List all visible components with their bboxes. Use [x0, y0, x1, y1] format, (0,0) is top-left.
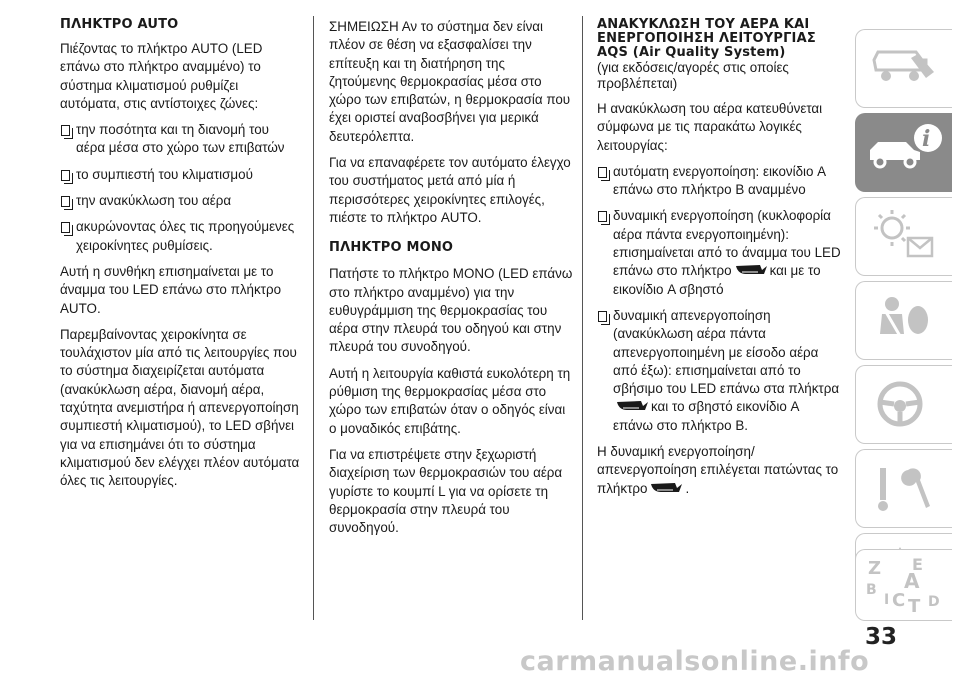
- list-item: [597, 163, 842, 200]
- alphabetical-index-tab-icon: [856, 550, 953, 622]
- maintenance-tab-icon: [856, 450, 953, 529]
- checkbox-bullet-icon: [61, 125, 70, 136]
- paragraph: Αυτή η λειτουργία καθιστά ευκολότερη τη ρύθμιση της θερμοκρασίας μέσα στο χώρο των επιβατών όταν ο οδηγός είναι ο μοναδικός επιβάτης.: [329, 365, 571, 436]
- checkbox-bullet-icon: [61, 196, 70, 207]
- svg-text:i: i: [922, 126, 931, 152]
- list-item-text: το συμπιεστή του κλιματισμού: [76, 166, 253, 182]
- list-item-text: και το σβηστό εικονίδιο A επάνω στο πλήκτρο B.: [613, 399, 799, 433]
- section-heading-recirculation: ΑΝΑΚΥΚΛΩΣΗ ΤΟΥ ΑΕΡΑ ΚΑΙ ΕΝΕΡΓΟΠΟΙΗΣΗ ΛΕΙΤΟΥΡΓΙΑΣ AQS (Air Quality System): [597, 17, 816, 60]
- tab-dashboard[interactable]: [855, 29, 952, 108]
- air-recirculation-button-icon: [615, 399, 649, 413]
- tab-warning-lights[interactable]: [855, 197, 952, 276]
- tab-maintenance[interactable]: [855, 449, 952, 528]
- list-item-text: την ποσότητα και τη διανομή του αέρα μέσα στο χώρο των επιβατών: [76, 122, 285, 156]
- checkbox-bullet-icon: [598, 167, 607, 178]
- list-item-text: ακυρώνοντας όλες τις προηγούμενες χειροκίνητες ρυθμίσεις.: [76, 219, 295, 253]
- list-item: [597, 307, 842, 435]
- column-divider: [313, 16, 314, 620]
- index-letter: B: [866, 582, 877, 598]
- section-heading-auto: ΠΛΗΚΤΡΟ AUTO: [60, 17, 179, 32]
- paragraph: Πιέζοντας το πλήκτρο AUTO (LED επάνω στο πλήκτρο αναμμένο) το σύστημα κλιματισμού ρυθμίζει αυτόματα, στις αντίστοιχες ζώνες:: [60, 41, 263, 111]
- paragraph: Παρεμβαίνοντας χειροκίνητα σε τουλάχιστον μία από τις λειτουργίες που το σύστημα διαχειρίζεται αυτόματα (ανακύκλωση αέρα, διανομή αέρα, ταχύτητα ανεμιστήρα ή απενεργοποίηση συμπιεστή κλιματισμού), το LED σβήνει για να επισημάνει ότι το σύστημα κλιματισμού δεν ελέγχει πλέον αυτόματα όλες τις λειτουργίες.: [60, 326, 300, 489]
- paragraph: Η ανακύκλωση του αέρα κατευθύνεται σύμφωνα με τις παρακάτω λογικές λειτουργίας:: [597, 101, 823, 153]
- warning-lights-tab-icon: [856, 198, 953, 277]
- note-paragraph: ΣΗΜΕΙΩΣΗ Αν το σύστημα δεν είναι πλέον σε θέση να εξασφαλίσει την επίτευξη και τη διατήρηση της ζητούμενης θερμοκρασίας μέσα στο χώρο των επιβατών, η θερμοκρασία που έχει οριστεί αναβοσβήνει για μερικά δευτερόλεπτα.: [329, 19, 571, 144]
- list-item: [60, 166, 300, 184]
- list-item: [597, 207, 842, 298]
- paragraph: Για να επιστρέψετε στην ξεχωριστή διαχείριση των θερμοκρασιών του αέρα γυρίστε το κουμπί L για να ορίσετε τη θερμοκρασία στην πλευρά του συνοδηγού.: [329, 446, 563, 536]
- tab-car-info[interactable]: [855, 113, 952, 192]
- car-dashboard-tab-icon: [856, 30, 953, 109]
- index-letter: D: [928, 594, 940, 610]
- section-subheading: (για εκδόσεις/αγορές στις οποίες προβλέπεται): [597, 60, 789, 91]
- index-letter: A: [904, 569, 920, 593]
- column-1: [60, 18, 300, 499]
- list-item-text: την ανακύκλωση του αέρα: [76, 193, 232, 209]
- paragraph-text: Η δυναμική ενεργοποίηση/ απενεργοποίηση επιλέγεται πατώντας το πλήκτρο: [597, 444, 839, 496]
- tab-safety[interactable]: [855, 281, 952, 360]
- index-letter: I: [884, 592, 890, 608]
- column-3: [597, 18, 842, 506]
- page-number: 33: [865, 624, 898, 650]
- tab-alphabetical-index[interactable]: [855, 549, 952, 621]
- paragraph: Αυτή η συνθήκη επισημαίνεται με το άναμμα του LED επάνω στο πλήκτρο AUTO.: [60, 263, 282, 316]
- column-2: [329, 18, 574, 545]
- checkbox-bullet-icon: [61, 170, 70, 181]
- list-item: [60, 218, 300, 255]
- index-letter: Z: [868, 558, 882, 579]
- paragraph: Για να επαναφέρετε τον αυτόματο έλεγχο του συστήματος μετά από μία ή περισσότερες χειροκίνητες επιλογές, πιέστε το πλήκτρο AUTO.: [329, 155, 571, 225]
- tab-starting-driving[interactable]: [855, 365, 952, 444]
- index-letter: C: [892, 590, 906, 611]
- index-letter: T: [908, 596, 921, 617]
- column-divider: [582, 16, 583, 620]
- list-item-text: δυναμική ενεργοποίηση (κυκλοφορία αέρα πάντα ενεργοποιημένη): επισημαίνεται από το άναμμα του LED επάνω στο πλήκτρο: [613, 208, 841, 279]
- paragraph: Πατήστε το πλήκτρο MONO (LED επάνω στο πλήκτρο αναμμένο) για την ευθυγράμμιση της θερμοκρασίας του αέρα στην πλευρά του οδηγού και στην πλευρά του συνοδηγού.: [329, 266, 573, 355]
- air-recirculation-button-icon: [649, 481, 683, 495]
- watermark: carmanualsonline.info: [520, 646, 870, 677]
- list-item: [60, 192, 300, 210]
- paragraph: [597, 443, 842, 498]
- list-item-text: δυναμική απενεργοποίηση (ανακύκλωση αέρα πάντα απενεργοποιημένη με είσοδο αέρα από έξω): επισημαίνεται από το σβήσιμο του LED επάνω στα πλήκτρα: [613, 307, 840, 397]
- airbag-safety-tab-icon: [856, 282, 953, 361]
- section-heading-mono: ΠΛΗΚΤΡΟ MONO: [329, 240, 454, 256]
- list-item-text: και με το εικονίδιο A σβηστό: [613, 263, 821, 297]
- air-recirculation-button-icon: [734, 263, 768, 277]
- list-item: [60, 121, 300, 158]
- car-info-tab-icon: [856, 114, 953, 193]
- steering-wheel-tab-icon: [856, 366, 953, 445]
- index-letter: E: [912, 555, 923, 574]
- checkbox-bullet-icon: [598, 211, 607, 222]
- list-item-text: αυτόματη ενεργοποίηση: εικονίδιο A επάνω στο πλήκτρο B αναμμένο: [613, 163, 826, 198]
- checkbox-bullet-icon: [61, 222, 70, 233]
- paragraph-text: .: [685, 480, 690, 496]
- checkbox-bullet-icon: [598, 311, 607, 322]
